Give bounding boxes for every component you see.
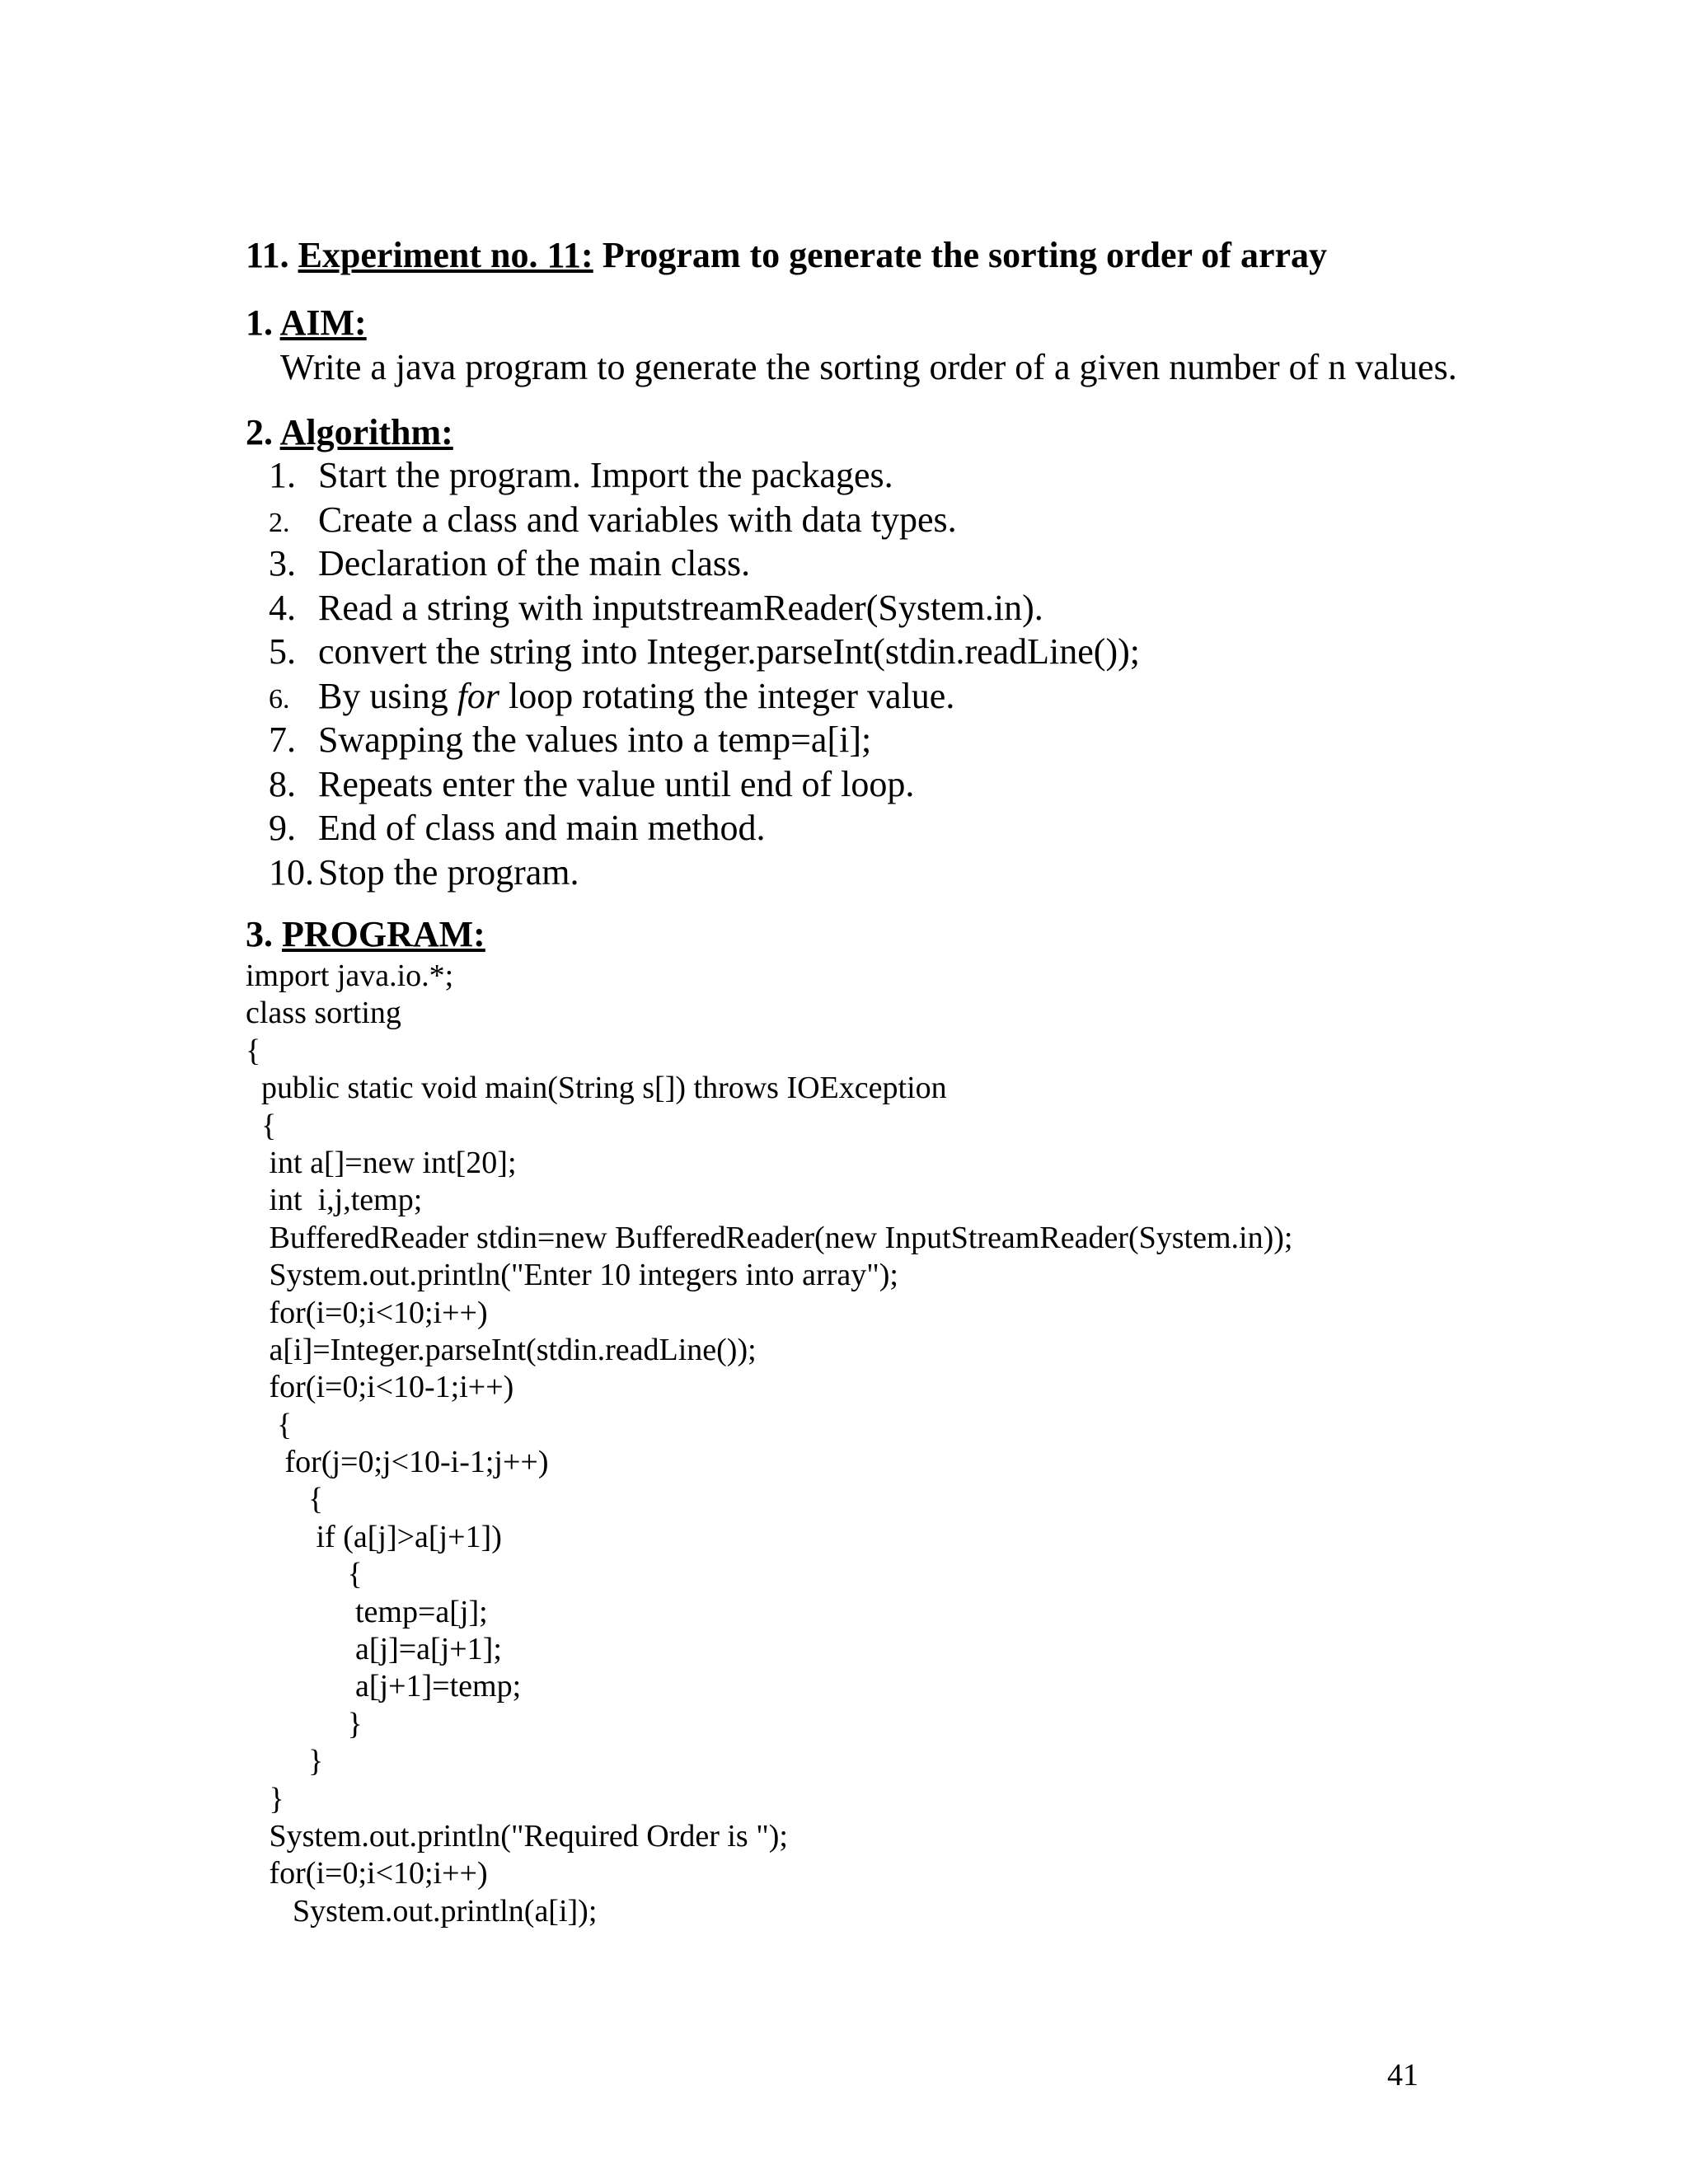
code-line: BufferedReader stdin=new BufferedReader(new InputStreamReader(System.in)); [246, 1220, 1293, 1255]
algorithm-step-text [318, 630, 1140, 674]
code-line: class sorting [246, 996, 401, 1031]
algorithm-steps [269, 453, 1140, 894]
algorithm-step-text-pre: Repeats enter the value until end of loop. [318, 763, 915, 804]
code-line: System.out.println("Required Order is "); [246, 1818, 788, 1854]
code-line: a[i]=Integer.parseInt(stdin.readLine()); [246, 1332, 757, 1367]
code-line: } [246, 1744, 324, 1779]
code-line: System.out.println("Enter 10 integers into array"); [246, 1258, 898, 1293]
algorithm-step-text [318, 851, 579, 895]
algorithm-step-text [318, 498, 957, 542]
code-line: public static void main(String s[]) throws IOException [246, 1071, 947, 1106]
algorithm-step [269, 630, 1140, 674]
code-line: import java.io.*; [246, 958, 454, 993]
title-number: 11. [246, 235, 298, 275]
algorithm-step [269, 453, 1140, 498]
aim-heading-number: 1. [246, 302, 280, 343]
title-text: Program to generate the sorting order of array [593, 235, 1327, 275]
algorithm-step-number: 3. [269, 543, 296, 583]
algorithm-heading-label: Algorithm: [279, 412, 453, 452]
program-heading [246, 912, 485, 958]
code-line: System.out.println(a[i]); [246, 1893, 598, 1929]
algorithm-step [269, 541, 1140, 586]
code-line: for(i=0;i<10-1;i++) [246, 1370, 514, 1405]
page-number: 41 [1387, 2058, 1418, 2093]
algorithm-step-text [318, 541, 750, 586]
algorithm-step [269, 851, 1140, 895]
algorithm-step-text-pre: Read a string with inputstreamReader(System.in). [318, 587, 1043, 628]
algorithm-step [269, 806, 1140, 851]
algorithm-step [269, 718, 1140, 762]
code-line: { [246, 1557, 363, 1592]
algorithm-step [269, 586, 1140, 630]
code-line: for(i=0;i<10;i++) [246, 1856, 488, 1891]
code-line: a[j]=a[j+1]; [246, 1632, 502, 1667]
algorithm-step-text [318, 806, 766, 851]
algorithm-heading [246, 410, 453, 456]
algorithm-step-number: 10. [269, 851, 314, 893]
algorithm-step-text [318, 453, 893, 498]
algorithm-step [269, 762, 1140, 807]
aim-heading [246, 300, 367, 346]
aim-text: Write a java program to generate the sorting order of a given number of n values. [280, 347, 1457, 387]
algorithm-step [269, 674, 1140, 719]
program-heading-number: 3. [246, 914, 282, 954]
code-line: if (a[j]>a[j+1]) [246, 1519, 502, 1554]
algorithm-heading-number: 2. [246, 412, 280, 452]
code-line: a[j+1]=temp; [246, 1669, 522, 1704]
code-line: for(j=0;j<10-i-1;j++) [246, 1445, 549, 1480]
algorithm-step [269, 498, 1140, 542]
code-line: int a[]=new int[20]; [246, 1145, 517, 1180]
algorithm-step-text-pre: Stop the program. [318, 851, 579, 893]
algorithm-step-text-post: loop rotating the integer value. [499, 675, 955, 716]
code-line: for(i=0;i<10;i++) [246, 1295, 488, 1330]
algorithm-step-text [318, 586, 1043, 630]
experiment-title [246, 232, 1327, 279]
algorithm-step-number: 7. [269, 719, 296, 760]
aim-heading-label: AIM: [279, 302, 367, 343]
algorithm-step-text [318, 674, 954, 719]
algorithm-step-text-emphasis: for [457, 675, 500, 716]
algorithm-step-text-pre: convert the string into Integer.parseInt(stdin.readLine()); [318, 631, 1140, 672]
code-line: } [246, 1706, 363, 1741]
program-heading-label: PROGRAM: [282, 914, 485, 954]
algorithm-step-text-pre: By using [318, 675, 457, 716]
code-line: temp=a[j]; [246, 1594, 488, 1629]
code-line: { [246, 1407, 293, 1442]
algorithm-step-number: 4. [269, 587, 296, 628]
algorithm-step-number: 9. [269, 808, 296, 848]
algorithm-step-text-pre: Start the program. Import the packages. [318, 455, 893, 495]
algorithm-step-text [318, 718, 871, 762]
title-label: Experiment no. 11: [298, 235, 593, 275]
code-line: } [246, 1781, 284, 1816]
algorithm-step-text [318, 762, 914, 807]
algorithm-step-text-pre: Declaration of the main class. [318, 543, 751, 583]
program-code [246, 958, 1292, 1930]
algorithm-step-number: 5. [269, 631, 296, 672]
algorithm-step-number: 2. [269, 507, 290, 538]
algorithm-step-number: 6. [269, 683, 290, 715]
code-line: int i,j,temp; [246, 1183, 423, 1218]
algorithm-step-text-pre: Swapping the values into a temp=a[i]; [318, 719, 872, 760]
algorithm-step-number: 8. [269, 763, 296, 804]
code-line: { [246, 1482, 324, 1517]
code-line: { [246, 1108, 277, 1143]
algorithm-step-number: 1. [269, 455, 296, 495]
algorithm-step-text-pre: End of class and main method. [318, 808, 766, 848]
code-line: { [246, 1033, 261, 1068]
algorithm-step-text-pre: Create a class and variables with data types. [318, 499, 957, 540]
